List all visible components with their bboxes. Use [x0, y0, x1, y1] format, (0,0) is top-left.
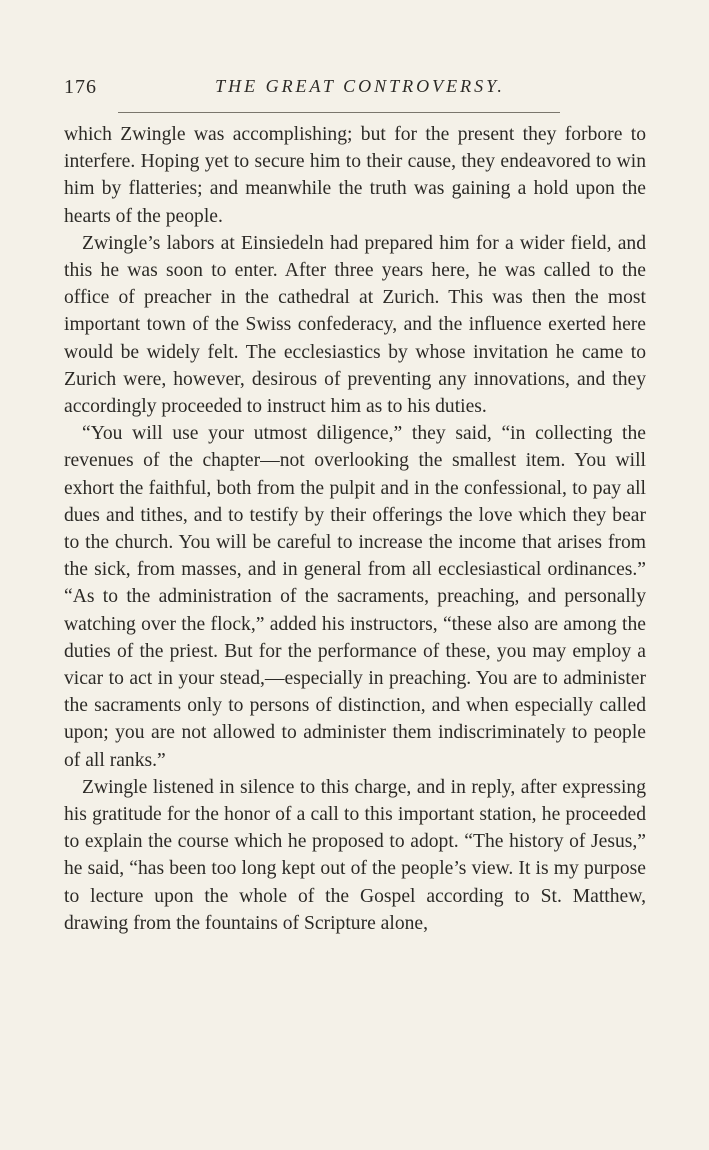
page-header: [64, 76, 646, 102]
paragraph-4: Zwingle listened in silence to this charge, and in reply, after expressing his gratitude for the honor of a call to this important station, he proceeded to explain the course which he proposed to adopt. “The history of Jesus,” he said, “has been too long kept out of the people’s view. It is my purpose to lecture upon the whole of the Gospel according to St. Matthew, drawing from the fountains of Scripture alone,: [64, 776, 646, 934]
paragraph-3: “You will use your utmost diligence,” they said, “in collecting the revenues of the chapter—not overlooking the smallest item. You will exhort the faithful, both from the pulpit and in the confessional, to pay all dues and tithes, and to testify by their offerings the love which they bear to the church. You will be careful to increase the income that arises from the sick, from masses, and in general from all ecclesiastical ordinances.” “As to the administration of the sacraments, preaching, and personally watching over the flock,” added his instructors, “these also are among the duties of the priest. But for the performance of these, you may employ a vicar to act in your stead,—especially in preaching. You are to administer the sacraments only to persons of distinction, and when especially called upon; you are not allowed to administer them indiscriminately to people of all ranks.”: [64, 423, 646, 771]
page-number: 176: [64, 76, 97, 98]
body-text: [64, 121, 646, 937]
paragraph-1: which Zwingle was accomplishing; but for the present they forbore to interfere. Hoping yet to secure him to their cause, they endeavored to win him by flatteries; and meanwhile the truth was gaining a hold upon the hearts of the people.: [64, 124, 646, 227]
paragraph-2: Zwingle’s labors at Einsiedeln had prepared him for a wider field, and this he was soon to enter. After three years here, he was called to the office of preacher in the cathedral at Zurich. This was then the most important town of the Swiss confederacy, and the influence exerted here would be widely felt. The ecclesiastics by whose invitation he came to Zurich were, however, desirous of preventing any innovations, and they accordingly proceeded to instruct him as to his duties.: [64, 232, 646, 418]
running-head: THE GREAT CONTROVERSY.: [215, 76, 505, 96]
header-rule: [118, 112, 560, 113]
